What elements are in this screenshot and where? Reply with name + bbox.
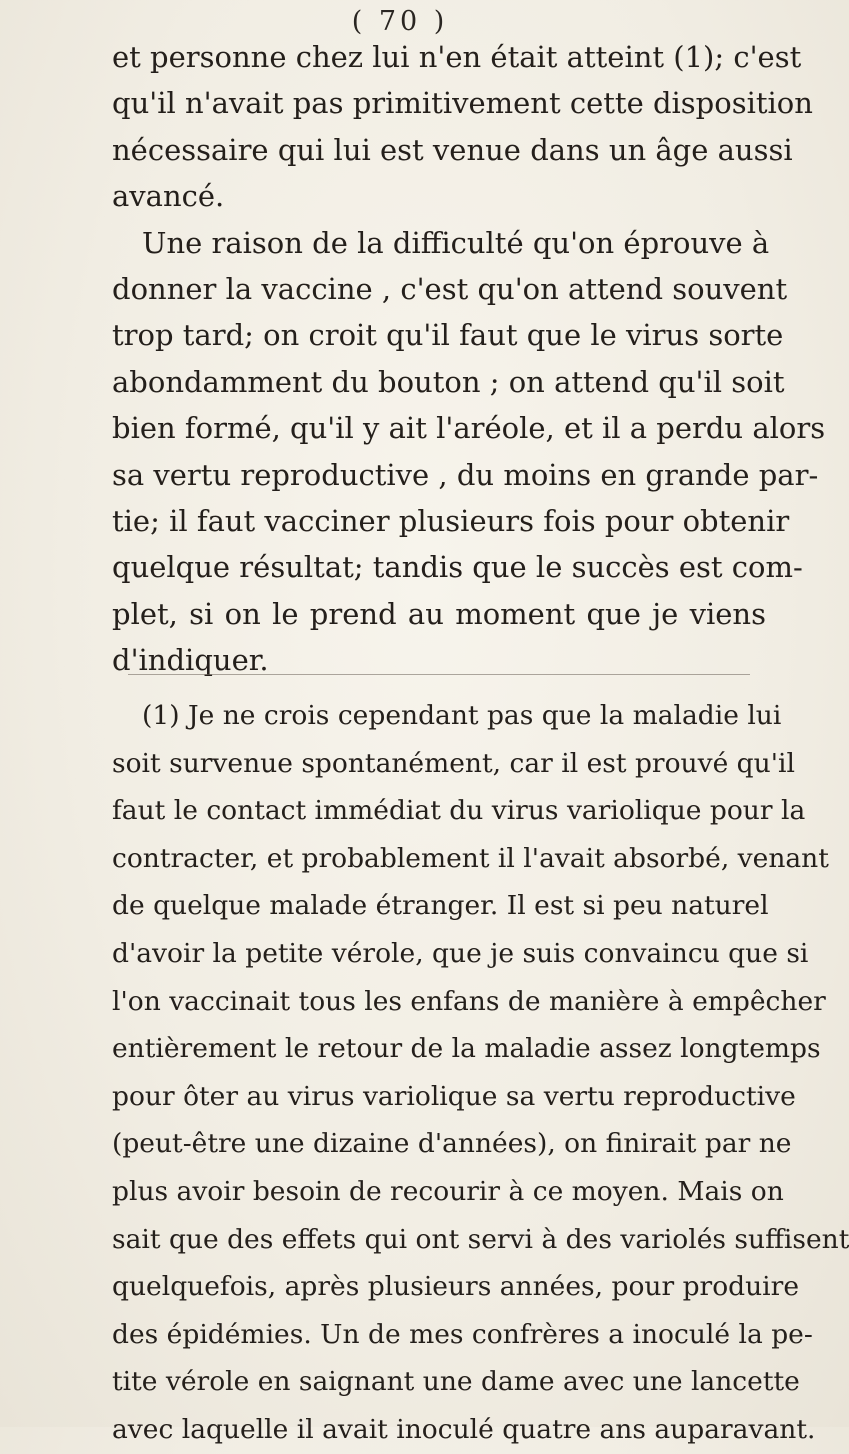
footnote-divider — [128, 674, 750, 675]
footnote-line: tite vérole en saignant une dame avec une lancette — [112, 1366, 800, 1398]
text-line: abondamment du bouton ; on attend qu'il soit — [112, 364, 785, 399]
footnote-line: faut le contact immédiat du virus variolique pour la — [112, 795, 806, 827]
text-line: sa vertu reproductive , du moins en grande par- — [112, 457, 819, 492]
footnote-line: (peut-être une dizaine d'années), on finirait par ne — [112, 1128, 792, 1160]
page-number: ( 70 ) — [351, 6, 449, 37]
footnote-line: entièrement le retour de la maladie assez longtemps — [112, 1033, 821, 1065]
main-text — [112, 34, 826, 683]
text-line: donner la vaccine , c'est qu'on attend souvent — [112, 271, 788, 306]
text-line: trop tard; on croit qu'il faut que le virus sorte — [112, 318, 784, 353]
text-line: qu'il n'avait pas primitivement cette disposition — [112, 86, 813, 121]
footnote-line: des épidémies. Un de mes confrères a inoculé la pe- — [112, 1318, 813, 1350]
footnote-line: d'avoir la petite vérole, que je suis convaincu que si — [112, 937, 809, 969]
footnote — [112, 692, 849, 1454]
text-line: bien formé, qu'il y ait l'aréole, et il a perdu alors — [112, 411, 826, 446]
text-line: et personne chez lui n'en était atteint (1); c'est — [112, 40, 802, 74]
footnote-line: contracter, et probablement il l'avait absorbé, venant — [112, 842, 829, 874]
text-line: avancé. — [112, 179, 225, 214]
text-line: Une raison de la difficulté qu'on éprouve à — [142, 225, 770, 260]
footnote-line: avec laquelle il avait inoculé quatre ans auparavant. — [112, 1413, 816, 1445]
text-line: tie; il faut vacciner plusieurs fois pour obtenir — [112, 503, 790, 538]
text-line: quelque résultat; tandis que le succès est com- — [112, 550, 803, 585]
text-line: nécessaire qui lui est venue dans un âge aussi — [112, 132, 793, 167]
text-line: d'indiquer. — [112, 643, 269, 678]
footnote-line: soit survenue spontanément, car il est prouvé qu'il — [112, 747, 795, 779]
footnote-line: l'on vaccinait tous les enfans de manière à empêcher — [112, 985, 826, 1017]
footnote-line: plus avoir besoin de recourir à ce moyen. Mais on — [112, 1175, 784, 1207]
text-line: plet, si on le prend au moment que je viens — [112, 596, 766, 631]
footnote-line: (1) Je ne crois cependant pas que la maladie lui — [142, 700, 782, 731]
footnote-line: sait que des effets qui ont servi à des variolés suffisent — [112, 1223, 849, 1255]
footnote-line: de quelque malade étranger. Il est si peu naturel — [112, 890, 769, 922]
footnote-line: quelquefois, après plusieurs années, pour produire — [112, 1271, 800, 1303]
footnote-line: pour ôter au virus variolique sa vertu reproductive — [112, 1080, 796, 1112]
